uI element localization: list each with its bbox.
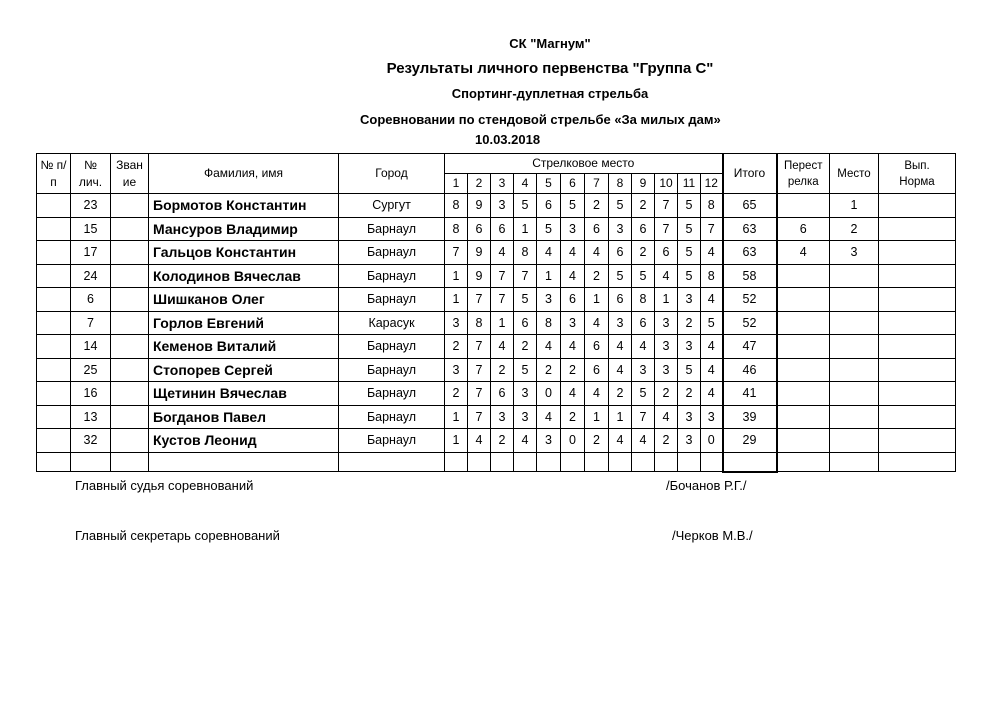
score-station-9: 5	[632, 382, 655, 406]
shootoff-score	[777, 335, 830, 359]
score-station-7: 6	[585, 358, 609, 382]
score-station-10: 4	[655, 264, 678, 288]
rank	[111, 382, 149, 406]
station-number-3: 3	[491, 174, 514, 194]
total-score: 29	[723, 429, 777, 453]
score-station-1: 8	[445, 194, 468, 218]
score-station-2: 7	[468, 288, 491, 312]
score-station-11: 3	[678, 429, 701, 453]
empty-cell	[723, 452, 777, 472]
results-table	[36, 153, 956, 473]
table-row	[37, 335, 956, 359]
score-station-11: 5	[678, 358, 701, 382]
score-station-10: 2	[655, 382, 678, 406]
score-station-5: 1	[537, 264, 561, 288]
table-row	[37, 217, 956, 241]
score-station-10: 7	[655, 217, 678, 241]
empty-cell	[561, 452, 585, 472]
score-station-1: 7	[445, 241, 468, 265]
score-station-9: 2	[632, 241, 655, 265]
score-station-11: 2	[678, 382, 701, 406]
row-num	[37, 335, 71, 359]
license-number: 17	[71, 241, 111, 265]
total-score: 39	[723, 405, 777, 429]
row-num	[37, 264, 71, 288]
score-station-1: 3	[445, 358, 468, 382]
score-station-2: 4	[468, 429, 491, 453]
total-score: 46	[723, 358, 777, 382]
row-num	[37, 288, 71, 312]
score-station-9: 4	[632, 429, 655, 453]
city: Барнаул	[339, 241, 445, 265]
score-station-5: 4	[537, 405, 561, 429]
score-station-10: 3	[655, 311, 678, 335]
score-station-10: 2	[655, 429, 678, 453]
score-station-1: 8	[445, 217, 468, 241]
score-station-7: 2	[585, 194, 609, 218]
city: Барнаул	[339, 335, 445, 359]
rank	[111, 264, 149, 288]
competition-date: 10.03.2018	[475, 132, 541, 147]
score-station-3: 2	[491, 429, 514, 453]
station-number-11: 11	[678, 174, 701, 194]
rank	[111, 311, 149, 335]
station-number-10: 10	[655, 174, 678, 194]
shootoff-score	[777, 288, 830, 312]
score-station-7: 2	[585, 429, 609, 453]
shootoff-score	[777, 405, 830, 429]
score-station-12: 4	[701, 288, 723, 312]
discipline-subtitle: Спортинг-дуплетная стрельба	[451, 86, 649, 101]
total-score: 47	[723, 335, 777, 359]
score-station-10: 6	[655, 241, 678, 265]
score-station-3: 6	[491, 217, 514, 241]
total-score: 63	[723, 241, 777, 265]
score-station-2: 9	[468, 194, 491, 218]
shootoff-score	[777, 382, 830, 406]
score-station-4: 5	[514, 288, 537, 312]
chief-judge-label: Главный судья соревнований	[75, 478, 254, 493]
score-station-2: 8	[468, 311, 491, 335]
col-header-lic: № лич.	[71, 154, 111, 194]
score-station-4: 3	[514, 405, 537, 429]
city: Барнаул	[339, 264, 445, 288]
empty-cell	[514, 452, 537, 472]
athlete-name: Бормотов Константин	[149, 194, 339, 218]
empty-cell	[830, 452, 879, 472]
score-station-7: 2	[585, 264, 609, 288]
empty-cell	[339, 452, 445, 472]
score-station-8: 4	[609, 335, 632, 359]
table-row	[37, 264, 956, 288]
score-station-11: 5	[678, 241, 701, 265]
score-station-12: 4	[701, 335, 723, 359]
score-station-7: 1	[585, 288, 609, 312]
city: Барнаул	[339, 429, 445, 453]
score-station-1: 3	[445, 311, 468, 335]
score-station-12: 3	[701, 405, 723, 429]
score-station-8: 5	[609, 194, 632, 218]
empty-cell	[37, 452, 71, 472]
table-row	[37, 288, 956, 312]
total-score: 52	[723, 288, 777, 312]
score-station-2: 7	[468, 335, 491, 359]
shootoff-score	[777, 429, 830, 453]
score-station-8: 5	[609, 264, 632, 288]
score-station-1: 1	[445, 405, 468, 429]
norm-fulfilled	[879, 288, 956, 312]
header-row	[37, 154, 956, 174]
table-row	[37, 241, 956, 265]
shootoff-score: 6	[777, 217, 830, 241]
score-station-8: 4	[609, 429, 632, 453]
shootoff-score: 4	[777, 241, 830, 265]
row-num	[37, 382, 71, 406]
score-station-5: 0	[537, 382, 561, 406]
score-station-5: 4	[537, 335, 561, 359]
total-score: 58	[723, 264, 777, 288]
score-station-2: 6	[468, 217, 491, 241]
score-station-6: 0	[561, 429, 585, 453]
score-station-11: 5	[678, 194, 701, 218]
table-row	[37, 429, 956, 453]
empty-cell	[445, 452, 468, 472]
rank	[111, 358, 149, 382]
score-station-5: 2	[537, 358, 561, 382]
score-station-6: 4	[561, 264, 585, 288]
score-station-3: 3	[491, 405, 514, 429]
athlete-name: Богданов Павел	[149, 405, 339, 429]
col-header-num: № п/п	[37, 154, 71, 194]
station-number-2: 2	[468, 174, 491, 194]
final-place: 3	[830, 241, 879, 265]
score-station-12: 4	[701, 241, 723, 265]
score-station-11: 3	[678, 335, 701, 359]
empty-cell	[71, 452, 111, 472]
score-station-5: 3	[537, 429, 561, 453]
station-number-8: 8	[609, 174, 632, 194]
rank	[111, 241, 149, 265]
competition-name: Соревновании по стендовой стрельбе «За милых дам»	[360, 112, 721, 127]
score-station-5: 6	[537, 194, 561, 218]
score-station-3: 2	[491, 358, 514, 382]
license-number: 13	[71, 405, 111, 429]
total-score: 63	[723, 217, 777, 241]
city: Барнаул	[339, 288, 445, 312]
athlete-name: Стопорев Сергей	[149, 358, 339, 382]
chief-secretary-name: /Черков М.В./	[672, 528, 753, 543]
score-station-3: 6	[491, 382, 514, 406]
score-station-6: 2	[561, 405, 585, 429]
license-number: 32	[71, 429, 111, 453]
license-number: 25	[71, 358, 111, 382]
norm-fulfilled	[879, 358, 956, 382]
station-number-12: 12	[701, 174, 723, 194]
city: Барнаул	[339, 405, 445, 429]
score-station-7: 4	[585, 311, 609, 335]
score-station-1: 1	[445, 429, 468, 453]
score-station-5: 8	[537, 311, 561, 335]
chief-judge-name: /Бочанов Р.Г./	[666, 478, 747, 493]
row-num	[37, 194, 71, 218]
col-header-norm: Вып. Норма	[879, 154, 956, 194]
score-station-9: 3	[632, 358, 655, 382]
score-station-7: 4	[585, 382, 609, 406]
norm-fulfilled	[879, 311, 956, 335]
score-station-5: 3	[537, 288, 561, 312]
score-station-10: 3	[655, 335, 678, 359]
row-num	[37, 358, 71, 382]
table-row	[37, 194, 956, 218]
score-station-8: 4	[609, 358, 632, 382]
score-station-10: 1	[655, 288, 678, 312]
score-station-3: 7	[491, 264, 514, 288]
score-station-11: 5	[678, 217, 701, 241]
score-station-4: 2	[514, 335, 537, 359]
score-station-3: 1	[491, 311, 514, 335]
score-station-2: 9	[468, 241, 491, 265]
score-station-6: 4	[561, 241, 585, 265]
athlete-name: Колодинов Вячеслав	[149, 264, 339, 288]
station-number-7: 7	[585, 174, 609, 194]
norm-fulfilled	[879, 405, 956, 429]
score-station-8: 1	[609, 405, 632, 429]
rank	[111, 217, 149, 241]
license-number: 6	[71, 288, 111, 312]
col-header-rank: Зван ие	[111, 154, 149, 194]
final-place	[830, 264, 879, 288]
score-station-6: 5	[561, 194, 585, 218]
shootoff-score	[777, 358, 830, 382]
table-row	[37, 382, 956, 406]
document-title: Результаты личного первенства "Группа С"	[386, 60, 714, 77]
final-place	[830, 382, 879, 406]
score-station-4: 7	[514, 264, 537, 288]
col-header-place: Место	[830, 154, 879, 194]
empty-cell	[111, 452, 149, 472]
empty-cell	[537, 452, 561, 472]
score-station-4: 8	[514, 241, 537, 265]
score-station-5: 5	[537, 217, 561, 241]
score-station-9: 5	[632, 264, 655, 288]
license-number: 24	[71, 264, 111, 288]
score-station-6: 4	[561, 335, 585, 359]
score-station-12: 8	[701, 194, 723, 218]
col-header-shootoff: Перест релка	[777, 154, 830, 194]
score-station-1: 2	[445, 382, 468, 406]
score-station-6: 6	[561, 288, 585, 312]
license-number: 15	[71, 217, 111, 241]
city: Карасук	[339, 311, 445, 335]
score-station-6: 4	[561, 382, 585, 406]
score-station-3: 7	[491, 288, 514, 312]
score-station-9: 6	[632, 311, 655, 335]
score-station-3: 4	[491, 335, 514, 359]
score-station-6: 2	[561, 358, 585, 382]
athlete-name: Горлов Евгений	[149, 311, 339, 335]
norm-fulfilled	[879, 241, 956, 265]
shootoff-score	[777, 311, 830, 335]
athlete-name: Щетинин Вячеслав	[149, 382, 339, 406]
score-station-4: 1	[514, 217, 537, 241]
empty-cell	[632, 452, 655, 472]
table-row	[37, 311, 956, 335]
score-station-8: 2	[609, 382, 632, 406]
row-num	[37, 311, 71, 335]
score-station-8: 6	[609, 288, 632, 312]
chief-secretary-label: Главный секретарь соревнований	[75, 528, 280, 543]
table-row	[37, 405, 956, 429]
license-number: 14	[71, 335, 111, 359]
score-station-12: 7	[701, 217, 723, 241]
empty-cell	[491, 452, 514, 472]
score-station-7: 6	[585, 217, 609, 241]
station-number-4: 4	[514, 174, 537, 194]
norm-fulfilled	[879, 429, 956, 453]
score-station-10: 7	[655, 194, 678, 218]
empty-cell	[609, 452, 632, 472]
table-row	[37, 358, 956, 382]
license-number: 23	[71, 194, 111, 218]
empty-cell	[585, 452, 609, 472]
score-station-8: 3	[609, 217, 632, 241]
norm-fulfilled	[879, 264, 956, 288]
score-station-7: 1	[585, 405, 609, 429]
score-station-9: 2	[632, 194, 655, 218]
final-place	[830, 288, 879, 312]
score-station-9: 6	[632, 217, 655, 241]
score-station-12: 8	[701, 264, 723, 288]
athlete-name: Мансуров Владимир	[149, 217, 339, 241]
rank	[111, 194, 149, 218]
score-station-11: 3	[678, 288, 701, 312]
score-station-7: 6	[585, 335, 609, 359]
shootoff-score	[777, 194, 830, 218]
total-score: 41	[723, 382, 777, 406]
station-number-5: 5	[537, 174, 561, 194]
norm-fulfilled	[879, 217, 956, 241]
norm-fulfilled	[879, 382, 956, 406]
city: Барнаул	[339, 217, 445, 241]
empty-cell	[678, 452, 701, 472]
empty-cell	[468, 452, 491, 472]
club-name: СК "Магнум"	[509, 36, 591, 51]
score-station-5: 4	[537, 241, 561, 265]
total-score: 52	[723, 311, 777, 335]
score-station-2: 7	[468, 382, 491, 406]
empty-cell	[701, 452, 723, 472]
row-num	[37, 429, 71, 453]
norm-fulfilled	[879, 194, 956, 218]
score-station-6: 3	[561, 311, 585, 335]
score-station-2: 7	[468, 358, 491, 382]
rank	[111, 335, 149, 359]
station-number-9: 9	[632, 174, 655, 194]
athlete-name: Гальцов Константин	[149, 241, 339, 265]
score-station-8: 6	[609, 241, 632, 265]
score-station-10: 4	[655, 405, 678, 429]
score-station-4: 5	[514, 358, 537, 382]
score-station-2: 7	[468, 405, 491, 429]
score-station-9: 8	[632, 288, 655, 312]
city: Барнаул	[339, 358, 445, 382]
row-num	[37, 405, 71, 429]
empty-cell	[777, 452, 830, 472]
score-station-8: 3	[609, 311, 632, 335]
score-station-12: 4	[701, 382, 723, 406]
empty-cell	[879, 452, 956, 472]
total-score: 65	[723, 194, 777, 218]
athlete-name: Шишканов Олег	[149, 288, 339, 312]
athlete-name: Кеменов Виталий	[149, 335, 339, 359]
col-header-total: Итого	[723, 154, 777, 194]
license-number: 7	[71, 311, 111, 335]
final-place: 2	[830, 217, 879, 241]
station-number-1: 1	[445, 174, 468, 194]
score-station-3: 3	[491, 194, 514, 218]
score-station-1: 1	[445, 264, 468, 288]
shootoff-score	[777, 264, 830, 288]
row-num	[37, 241, 71, 265]
city: Сургут	[339, 194, 445, 218]
score-station-3: 4	[491, 241, 514, 265]
score-station-2: 9	[468, 264, 491, 288]
score-station-11: 5	[678, 264, 701, 288]
empty-cell	[655, 452, 678, 472]
score-station-4: 6	[514, 311, 537, 335]
score-station-4: 3	[514, 382, 537, 406]
rank	[111, 429, 149, 453]
score-station-9: 7	[632, 405, 655, 429]
score-station-12: 4	[701, 358, 723, 382]
score-station-12: 0	[701, 429, 723, 453]
empty-row	[37, 452, 956, 472]
station-number-6: 6	[561, 174, 585, 194]
score-station-6: 3	[561, 217, 585, 241]
col-header-name: Фамилия, имя	[149, 154, 339, 194]
final-place	[830, 311, 879, 335]
row-num	[37, 217, 71, 241]
final-place	[830, 335, 879, 359]
rank	[111, 405, 149, 429]
score-station-1: 2	[445, 335, 468, 359]
score-station-4: 4	[514, 429, 537, 453]
norm-fulfilled	[879, 335, 956, 359]
license-number: 16	[71, 382, 111, 406]
rank	[111, 288, 149, 312]
col-header-stations: Стрелковое место	[445, 154, 723, 174]
score-station-7: 4	[585, 241, 609, 265]
score-station-9: 4	[632, 335, 655, 359]
score-station-10: 3	[655, 358, 678, 382]
empty-cell	[149, 452, 339, 472]
final-place: 1	[830, 194, 879, 218]
score-station-1: 1	[445, 288, 468, 312]
final-place	[830, 358, 879, 382]
score-station-4: 5	[514, 194, 537, 218]
col-header-city: Город	[339, 154, 445, 194]
final-place	[830, 429, 879, 453]
final-place	[830, 405, 879, 429]
city: Барнаул	[339, 382, 445, 406]
score-station-12: 5	[701, 311, 723, 335]
score-station-11: 3	[678, 405, 701, 429]
score-station-11: 2	[678, 311, 701, 335]
athlete-name: Кустов Леонид	[149, 429, 339, 453]
